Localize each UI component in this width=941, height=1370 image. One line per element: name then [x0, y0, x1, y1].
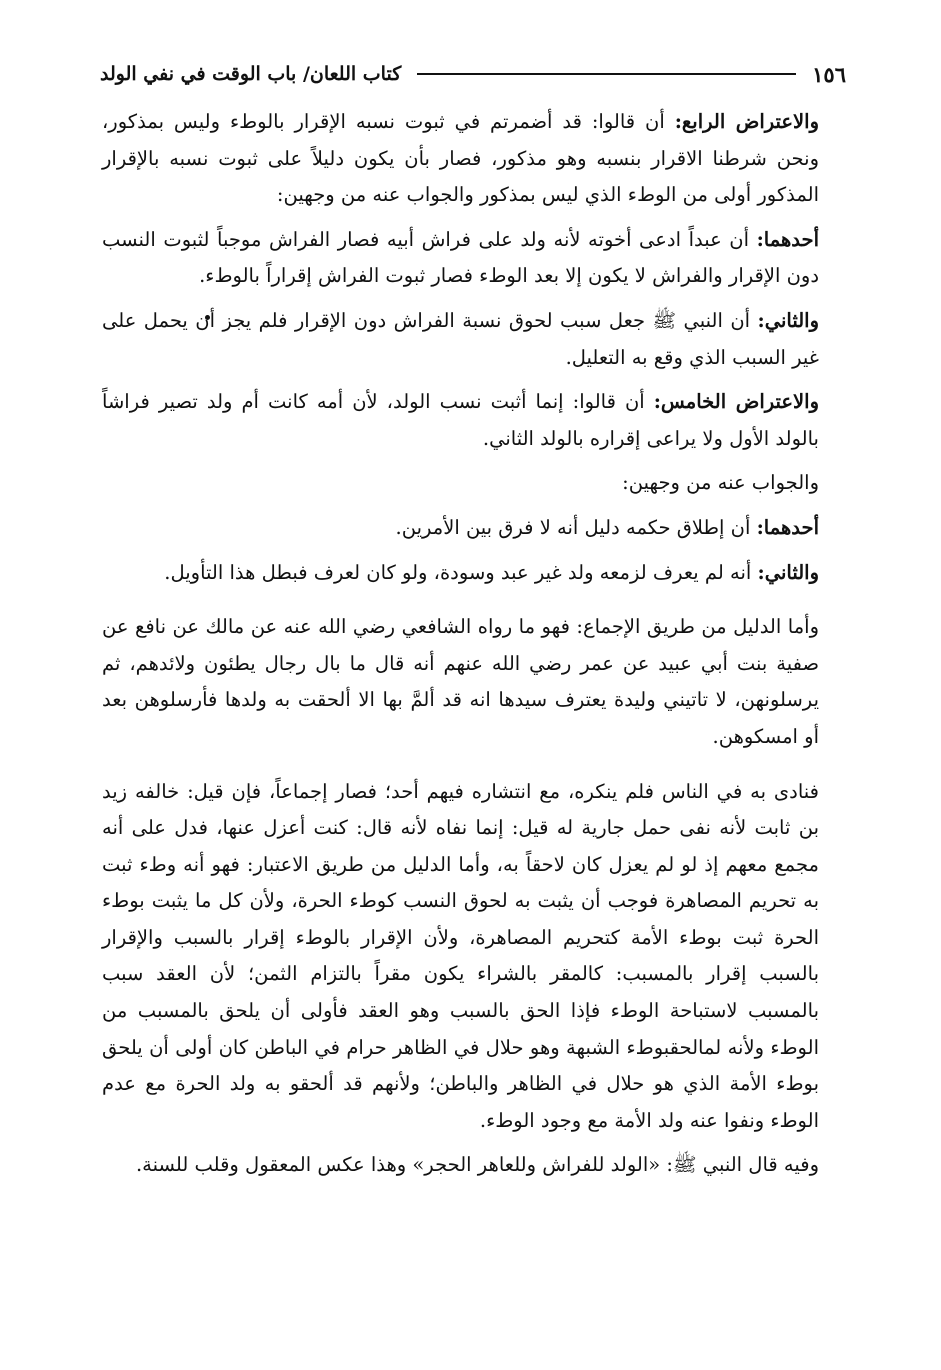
paragraph-text: فنادى به في الناس فلم ينكره، مع انتشاره فيهم أحد؛ فصار إجماعاً، فإن قيل: خالفه زيد بن ثابت لأنه نفى حمل جارية له قيل: إنما نفاه لأنه قال: كنت أعزل عنها، فدل على أنه مجمع معهم إذ لو لم يعزل كان لاحقاً به، وأما الدليل من طريق الاعتبار: فهو أنه وطء ثبت به تحريم المصاهرة فوجب أن يثبت به لحوق النسب كوطء الحرة، ولأن كل ما يثبت بوطء الحرة ثبت بوطء الأمة كتحريم المصاهرة، ولأن الإقرار بالوطء إقرار بالسبب والإقرار بالسبب إقرار بالمسبب: كالمقر بالشراء يكون مقراً بالتزام الثمن؛ لأن العقد سبب بالمسبب لاستباحة الوطء فإذا الحق بالسبب وهو العقد فأولى أن يلحق بالمسبب من الوطء ولأنه لمالحقبوطء الشبهة وهو حلال في الظاهر حرام في الباطن كان أولى أن يلحق بوطء الأمة الذي هو حلال في الظاهر والباطن؛ ولأنهم قد ألحقو به ولد الحرة مع عدم الوطء ونفوا عنه ولد الأمة مع وجود الوطء. [102, 779, 819, 1132]
paragraph-lead: والاعتراض الرابع: [674, 110, 819, 133]
paragraph-text: أن قالوا: قد أضمرتم في ثبوت نسبه الإقرار بالوطء وليس بمذكور، ونحن شرطنا الاقرار بنسبه وهو مذكور، فصار بأن يكون دليلاً على ثبوت نسبه بالإقرار المذكور أولى من الوطء الذي ليس بمذكور والجواب عنه من وجهين: [102, 110, 819, 207]
paragraph-text: وفيه قال النبي ﷺ: «الولد للفراش وللعاهر الحجر» وهذا عكس المعقول وقلب للسنة. [135, 1153, 819, 1177]
paragraph [102, 774, 859, 1140]
paragraph-text: والجواب عنه من وجهين: [622, 471, 819, 495]
paragraph [102, 384, 859, 457]
paragraph [102, 510, 859, 547]
running-title: كتاب اللعان/ باب الوقت في نفي الولد [100, 63, 402, 85]
paragraph-text: وأما الدليل من طريق الإجماع: فهو ما رواه الشافعي رضي الله عنه عن مالك عن نافع عن صفية بنت أبي عبيد عن عمر رضي الله عنهم أنه قال ما بال رجال يطئون ولائدهم، ثم يرسلونهن، لا تاتيني وليدة يعترف سيدها انه قد ألمَّ بها الا ألحقت به ولدها فأرسلوهن بعد أو امسكوهن. [102, 615, 819, 748]
paragraph-lead: أحدهما: [756, 515, 819, 539]
paragraph-lead: أحدهما: [756, 227, 819, 251]
paragraph [102, 609, 859, 755]
paragraph-text: أن قالوا: إنما أثبت نسب الولد، لأن أمه كانت أم ولد تصير فراشاً بالولد الأول ولا يراعى إقراره بالولد الثاني. [102, 390, 819, 450]
header-rule [417, 73, 796, 75]
paragraph-lead: والثاني: [757, 308, 819, 332]
paragraph [102, 222, 859, 295]
page-number: ١٥٦ [812, 61, 846, 87]
paragraph-text: أن النبي ﷺ جعل سبب لحوق نسبة الفراش دون الإقرار فلم يجز أن يحمل على غير السبب الذي وقع به التعليل. [102, 308, 819, 369]
page-body [102, 104, 859, 1192]
paragraph [102, 1147, 859, 1184]
paragraph [102, 104, 859, 214]
page-header [100, 54, 846, 94]
paragraph-text: أن إطلاق حكمه دليل أنه لا فرق بين الأمرين. [395, 515, 757, 539]
paragraph [102, 555, 859, 592]
paragraph [102, 303, 859, 376]
paragraph-text: أن عبداً ادعى أخوته لأنه ولد على فراش أبيه فصار الفراش موجباً لثبوت النسب دون الإقرار والفراش لا يكون إلا بعد الوطء فصار ثبوت الفراش إقراراً بالوطء. [102, 227, 819, 288]
paragraph-text: أنه لم يعرف لزمعه ولد غير عبد وسودة، ولو كان لعرف فبطل هذا التأويل. [164, 560, 758, 584]
paragraph [102, 465, 859, 502]
paragraph-lead: والثاني: [757, 560, 819, 584]
paragraph-lead: والاعتراض الخامس: [653, 390, 819, 414]
